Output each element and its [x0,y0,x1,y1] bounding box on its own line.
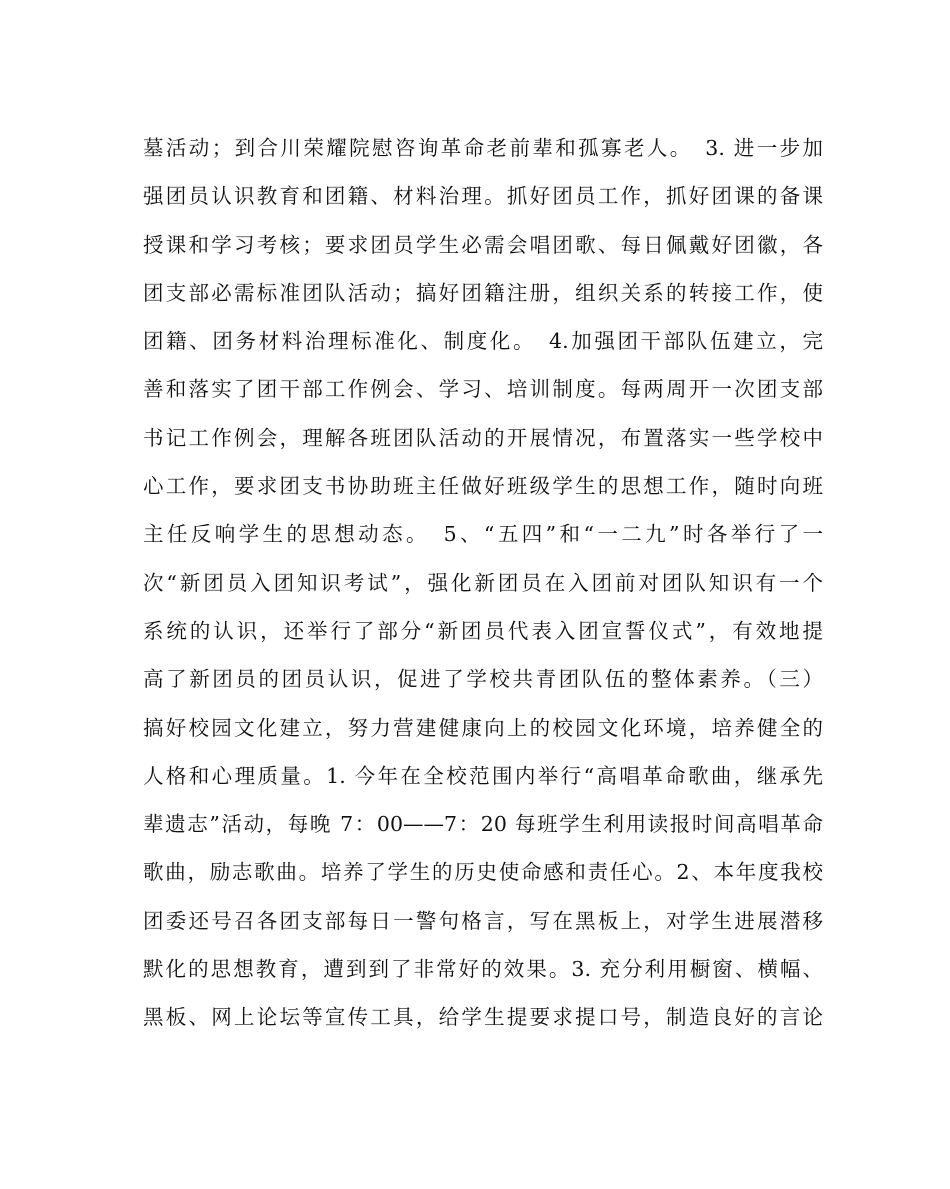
text-line: 书记工作例会，理解各班团队活动的开展情况，布置落实一些学校中 [143,425,823,450]
text-line: 歌曲，励志歌曲。培养了学生的历史使命感和责任心。2、本年度我校 [143,860,823,885]
text-line: 团支部必需标准团队活动；搞好团籍注册，组织关系的转接工作，使 [143,280,823,305]
text-line: 人格和心理质量。1. 今年在全校范围内举行“高唱革命歌曲，继承先 [143,763,823,788]
text-line: 心工作，要求团支书协助班主任做好班级学生的思想工作，随时向班 [143,474,823,499]
text-line: 搞好校园文化建立，努力营建健康向上的校园文化环境，培养健全的 [143,715,823,740]
text-line: 默化的思想教育，遭到到了非常好的效果。3. 充分利用橱窗、横幅、 [143,957,823,982]
text-line: 强团员认识教育和团籍、材料治理。抓好团员工作，抓好团课的备课 [143,184,823,209]
text-line: 团籍、团务材料治理标准化、制度化。 4.加强团干部队伍建立，完 [143,329,823,354]
text-line: 墓活动；到合川荣耀院慰咨询革命老前辈和孤寡老人。 3. 进一步加 [143,136,823,160]
text-line: 黑板、网上论坛等宣传工具，给学生提要求提口号，制造良好的言论 [143,1005,823,1030]
text-line: 高了新团员的团员认识，促进了学校共青团队伍的整体素养。（三） [143,667,823,692]
text-line: 辈遗志”活动，每晚 7：00——7：20 每班学生利用读报时间高唱革命 [143,812,823,837]
text-line: 授课和学习考核；要求团员学生必需会唱团歌、每日佩戴好团徽，各 [143,232,823,257]
text-line: 次“新团员入团知识考试”，强化新团员在入团前对团队知识有一个 [143,570,823,595]
text-line: 团委还号召各团支部每日一警句格言，写在黑板上，对学生进展潜移 [143,908,823,933]
text-line: 善和落实了团干部工作例会、学习、培训制度。每两周开一次团支部 [143,377,823,402]
body-text [143,124,823,1042]
text-line: 系统的认识，还举行了部分“新团员代表入团宣誓仪式”，有效地提 [143,618,823,643]
text-line: 主任反响学生的思想动态。 5、“五四”和“一二九”时各举行了一 [143,522,823,547]
